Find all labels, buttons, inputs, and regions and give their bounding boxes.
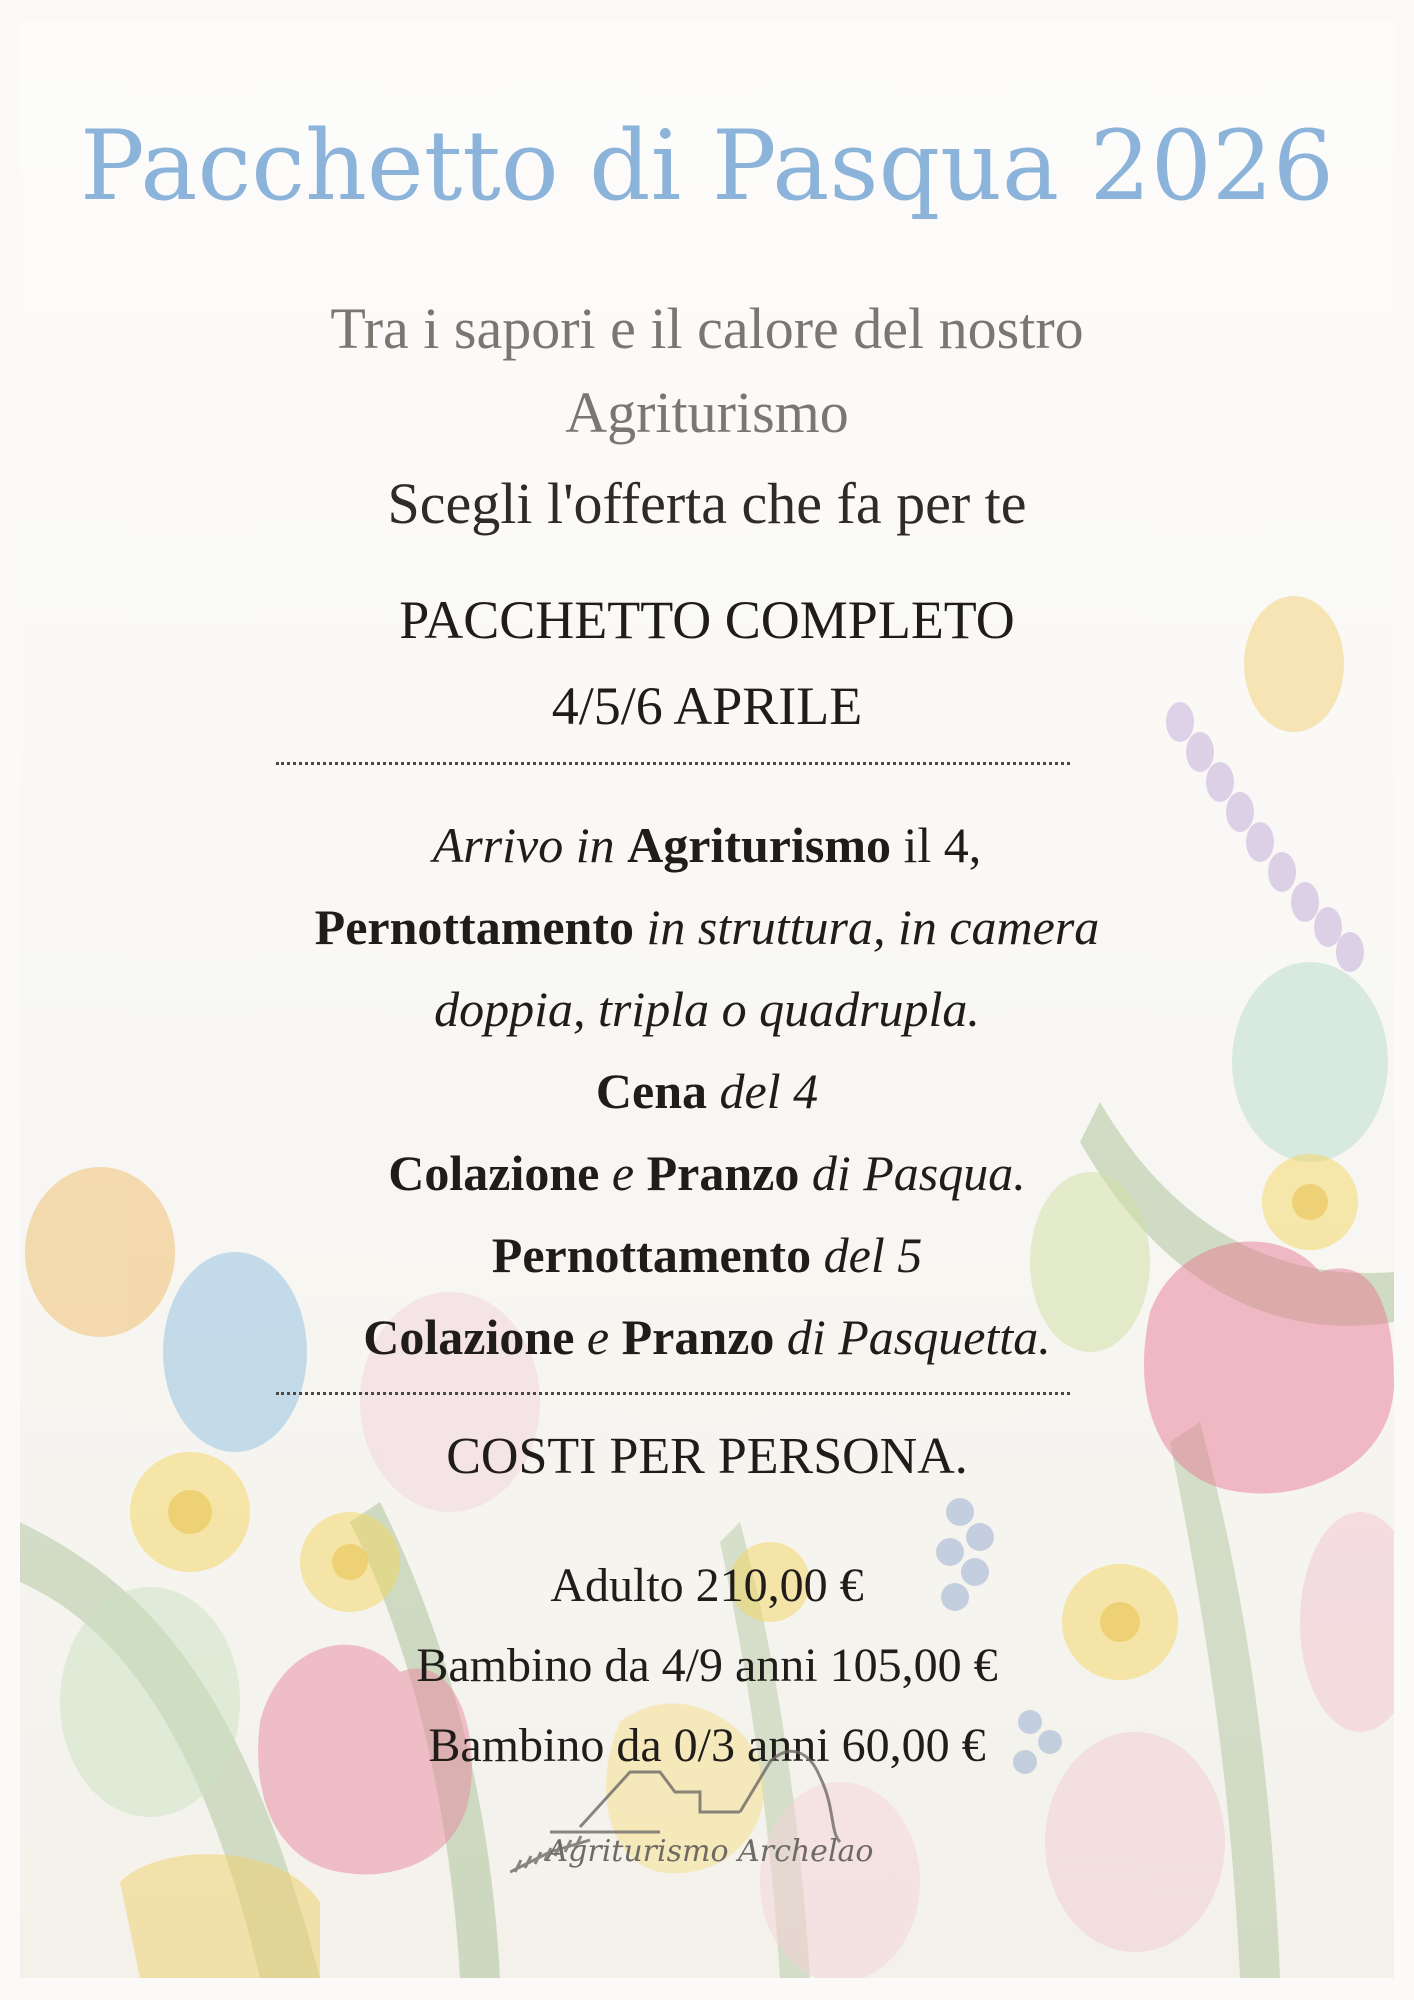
detail-line-overnight (170, 886, 1244, 968)
detail-text: del 5 (811, 1227, 923, 1283)
poster (20, 22, 1394, 1978)
package-name: PACCHETTO COMPLETO (399, 590, 1015, 650)
detail-bold: Pernottamento (314, 899, 635, 955)
detail-line-second-overnight (170, 1214, 1244, 1296)
detail-text: e (599, 1145, 647, 1201)
detail-bold: Agriturismo (627, 817, 891, 873)
costs-heading: COSTI PER PERSONA. (446, 1428, 968, 1485)
detail-line-pasquetta-meals (170, 1296, 1244, 1378)
subtitle (220, 287, 1194, 455)
detail-text: del 4 (707, 1063, 819, 1119)
detail-text: il 4, (890, 817, 982, 873)
detail-line-rooms: doppia, tripla o quadrupla. (434, 981, 980, 1037)
price-adult: Adulto 210,00 € (550, 1559, 864, 1612)
detail-text: e (574, 1309, 622, 1365)
farmhouse-logo-icon (510, 1732, 910, 1932)
package-details (170, 804, 1244, 1378)
dotted-divider-top (276, 762, 1070, 765)
detail-line-arrival (170, 804, 1244, 886)
subtitle-line-2: Agriturismo (565, 380, 849, 445)
detail-text: Arrivo in (432, 817, 628, 873)
package-heading (20, 577, 1394, 749)
dotted-divider-bottom (276, 1392, 1070, 1395)
subtitle-line-1: Tra i sapori e il calore del nostro (330, 296, 1084, 361)
choose-offer-heading: Scegli l'offerta che fa per te (387, 471, 1027, 536)
poster-title: Pacchetto di Pasqua 2026 (80, 110, 1334, 222)
detail-text: in struttura, in camera (634, 899, 1100, 955)
detail-line-dinner (170, 1050, 1244, 1132)
detail-text: di Pasqua. (799, 1145, 1026, 1201)
price-child-4-9: Bambino da 4/9 anni 105,00 € (416, 1639, 998, 1692)
package-dates: 4/5/6 APRILE (551, 676, 863, 736)
detail-bold: Cena (595, 1063, 707, 1119)
detail-bold: Pranzo (646, 1145, 800, 1201)
detail-bold: Pernottamento (491, 1227, 812, 1283)
price-child-0-3: Bambino da 0/3 anni 60,00 € (428, 1719, 986, 1772)
logo-text: Agriturismo Archelao (546, 1834, 874, 1869)
detail-text: di Pasquetta. (774, 1309, 1051, 1365)
detail-bold: Colazione (363, 1309, 575, 1365)
detail-bold: Pranzo (621, 1309, 775, 1365)
detail-bold: Colazione (388, 1145, 600, 1201)
detail-line-easter-meals (170, 1132, 1244, 1214)
